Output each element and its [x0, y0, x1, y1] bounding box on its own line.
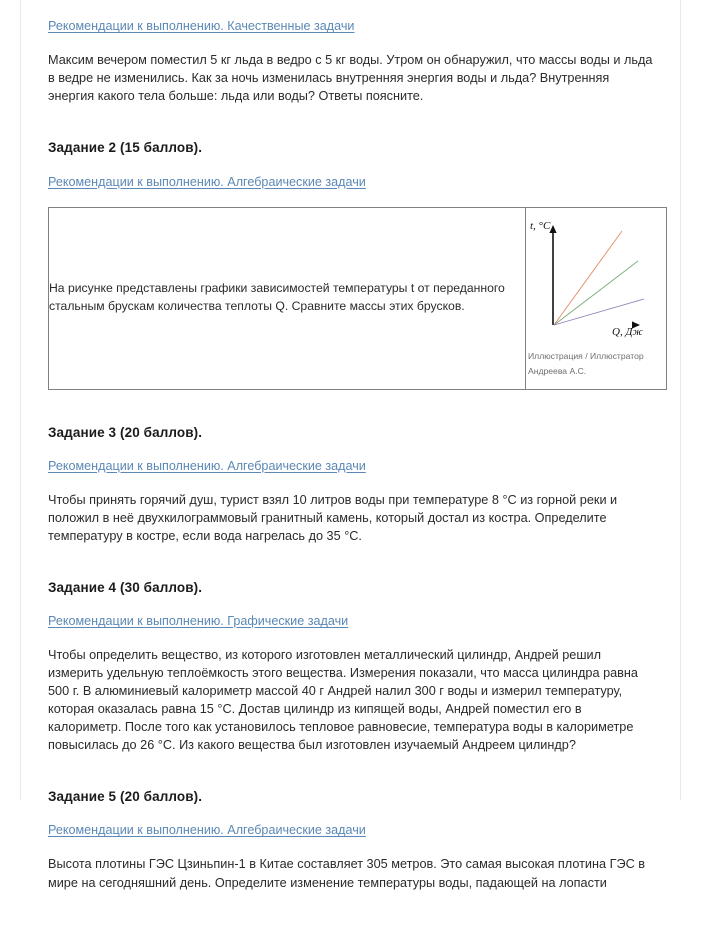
graph-line-shallow	[554, 299, 644, 325]
graph-y-axis-label: t, °C	[530, 220, 551, 233]
document-content	[48, 0, 656, 926]
figure-caption-line-2: Андреева А.С.	[528, 366, 587, 377]
recommendation-link-3[interactable]: Рекомендации к выполнению. Алгебраические задачи	[48, 458, 366, 473]
temperature-heat-graph	[526, 217, 654, 339]
task-body-1: Максим вечером поместил 5 кг льда в ведро с 5 кг воды. Утром он обнаружил, что массы воды и льда в ведре не изменились. Как за ночь изменилась внутренняя энергия воды и льда? Внутренняя энергия какого тела больше: льда или воды? Ответы поясните.	[48, 53, 653, 104]
task-body-3: Чтобы принять горячий душ, турист взял 10 литров воды при температуре 8 °C из горной реки и положил в неё двухкилограммовый гранитный камень, который достал из костра. Определите температуру в костре, если вода нагрелась до 35 °C.	[48, 492, 618, 543]
task-body-5: Высота плотины ГЭС Цзиньпин-1 в Китае составляет 305 метров. Это самая высокая плотина ГЭС в мире на сегодняшний день. Определите изменение температуры воды, падающей на лопасти	[48, 857, 646, 890]
task-heading-3: Задание 3 (20 баллов).	[48, 424, 203, 440]
task-body-4: Чтобы определить вещество, из которого изготовлен металлический цилиндр, Андрей решил измерить удельную теплоёмкость этого вещества. Измерения показали, что масса цилиндра равна 500 г. В алюминиевый калориметр массой 40 г Андрей налил 300 г воды и измерил температуру, которая оказалась равна 15 °C. Достав цилиндр из кипящей воды, Андрей поместил его в калориметр. После того как установилось тепловое равновесие, температура воды в калориметре повысилась до 26 °C. Из какого вещества был изготовлен изучаемый Андреем цилиндр?	[48, 648, 638, 753]
y-axis	[549, 225, 556, 325]
figure-table	[48, 207, 667, 390]
recommendation-link-2[interactable]: Рекомендации к выполнению. Алгебраические задачи	[48, 174, 366, 189]
recommendation-link-4[interactable]: Рекомендации к выполнению. Графические задачи	[48, 614, 349, 629]
graph-x-axis-label: Q, Дж	[612, 326, 643, 339]
figure-caption-line-1: Иллюстрация / Иллюстратор	[528, 351, 644, 362]
figure-illustration-cell	[526, 207, 667, 389]
task-body-2: На рисунке представлены графики зависимостей температуры t от переданного стальным брускам количества теплоты Q. Сравните массы этих брусков.	[49, 281, 505, 314]
task-heading-2: Задание 2 (15 баллов).	[48, 140, 203, 156]
recommendation-link-1[interactable]: Рекомендации к выполнению. Качественные задачи	[48, 19, 355, 34]
recommendation-link-5[interactable]: Рекомендации к выполнению. Алгебраические задачи	[48, 823, 366, 838]
task-heading-5: Задание 5 (20 баллов).	[48, 789, 203, 805]
graph-line-steep	[554, 231, 622, 325]
task-heading-4: Задание 4 (30 баллов).	[48, 579, 203, 595]
task-heading-1	[48, 0, 656, 2]
table-row	[49, 207, 667, 389]
graph-line-medium	[554, 261, 638, 325]
figure-caption	[526, 349, 666, 378]
figure-problem-text-cell	[49, 207, 526, 389]
